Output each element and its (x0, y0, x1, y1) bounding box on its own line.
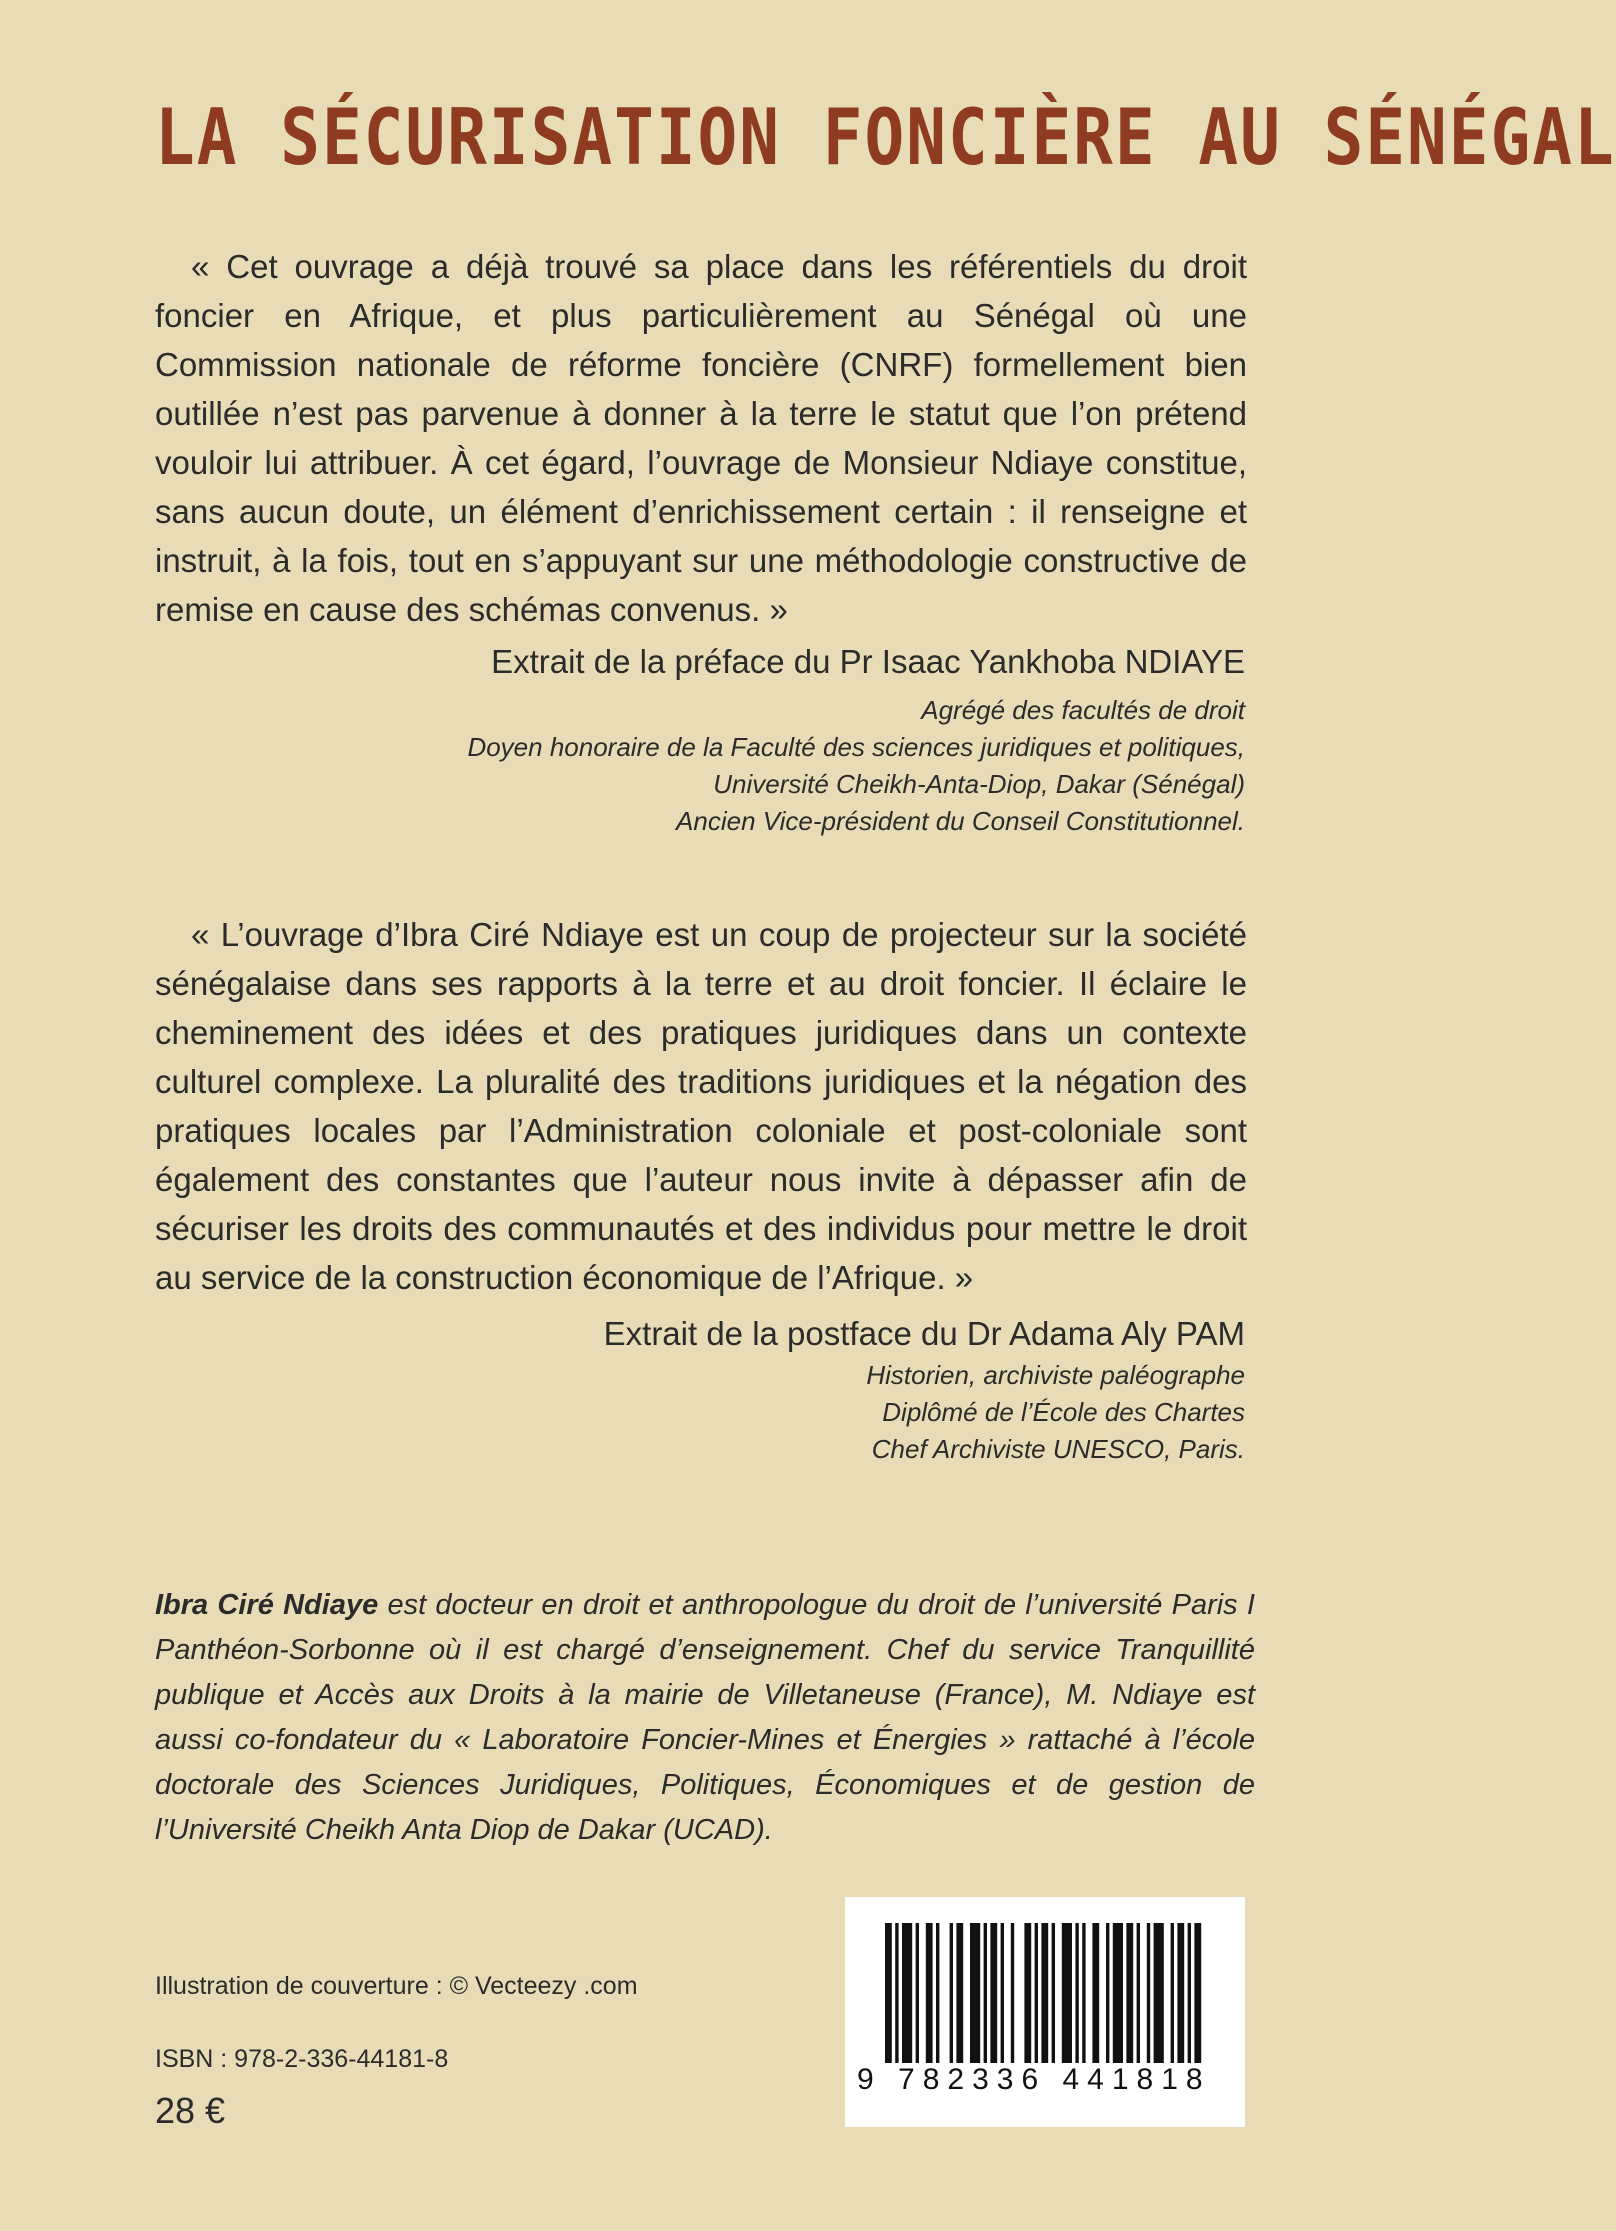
credential-line: Historien, archiviste paléographe (866, 1360, 1245, 1390)
barcode-bar (1052, 1923, 1055, 2063)
barcode-bar (950, 1923, 953, 2063)
barcode-bar (956, 1923, 963, 2063)
preface-attribution: Extrait de la préface du Pr Isaac Yankhoba NDIAYE (491, 643, 1245, 680)
barcode-bar (1082, 1923, 1085, 2063)
barcode-bar (916, 1923, 919, 2063)
book-title: LA SÉCURISATION FONCIÈRE AU SÉNÉGAL (155, 92, 1616, 183)
price: 28 € (155, 2090, 226, 2131)
barcode-digits: 9 782336 441818 (857, 2063, 1211, 2096)
barcode-bar (1188, 1923, 1191, 2063)
barcode-bar (990, 1923, 997, 2063)
postface-attribution: Extrait de la postface du Dr Adama Aly PAM (603, 1315, 1245, 1352)
preface-credentials (467, 692, 1245, 840)
barcode-bar (902, 1923, 912, 2063)
postface-quote: « L’ouvrage d’Ibra Ciré Ndiaye est un coup de projecteur sur la société sénégalaise dans ses rapports à la terre et au droit foncier. Il éclaire le cheminement des idées et des pratiques juridiques dans un contexte culturel complexe. La pluralité des traditions juridiques et la négation des pratiques locales par l’Administration coloniale et post-coloniale sont également des constantes que l’auteur nous invite à dépasser afin de sécuriser les droits des communautés et des individus pour mettre le droit au service de la construction économique de l’Afrique. » (155, 916, 1247, 1296)
barcode-bar (1154, 1923, 1164, 2063)
barcode-bar (885, 1923, 892, 2063)
barcode-bar (1075, 1923, 1078, 2063)
barcode-bar (1171, 1923, 1174, 2063)
credential-line: Chef Archiviste UNESCO, Paris. (871, 1434, 1245, 1464)
barcode-bar (1126, 1923, 1133, 2063)
barcode-bar (1062, 1923, 1072, 2063)
barcode-bar (1194, 1923, 1201, 2063)
barcode-bar (1024, 1923, 1031, 2063)
credential-line: Diplômé de l’École des Chartes (882, 1397, 1245, 1427)
barcode-bar (970, 1923, 980, 2063)
credential-line: Ancien Vice-président du Conseil Constitutionnel. (676, 806, 1245, 836)
barcode-bar (1177, 1923, 1184, 2063)
barcode-bar (1147, 1923, 1150, 2063)
author-bio (155, 1583, 1255, 1853)
illustration-credit: Illustration de couverture : © Vecteezy .com (155, 1972, 638, 2000)
barcode-bar (1001, 1923, 1004, 2063)
author-bio-text: est docteur en droit et anthropologue du droit de l’université Paris I Panthéon-Sorbonne où il est chargé d’enseignement. Chef du service Tranquillité publique et Accès aux Droits à la mairie de Villetaneuse (France), M. Ndiaye est aussi co-fondateur du « Laboratoire Foncier-Mines et Énergies » rattaché à l’école doctorale des Sciences Juridiques, Politiques, Économiques et de gestion de l’Université Cheikh Anta Diop de Dakar (UCAD). (155, 1589, 1255, 1846)
barcode-bar (1011, 1923, 1014, 2063)
credential-line: Université Cheikh-Anta-Diop, Dakar (Sénégal) (713, 769, 1245, 799)
barcode-bar (895, 1923, 898, 2063)
preface-quote: « Cet ouvrage a déjà trouvé sa place dans les référentiels du droit foncier en Afrique, et plus particulièrement au Sénégal où une Commission nationale de réforme foncière (CNRF) formellement bien outillée n’est pas parvenue à donner à la terre le statut que l’on prétend vouloir lui attribuer. À cet égard, l’ouvrage de Monsieur Ndiaye constitue, sans aucun doute, un élément d’enrichissement certain : il renseigne et instruit, à la fois, tout en s’appuyant sur une méthodologie constructive de remise en cause des schémas convenus. » (155, 248, 1247, 628)
barcode-bar (1092, 1923, 1099, 2063)
barcode-bar (936, 1923, 939, 2063)
author-name: Ibra Ciré Ndiaye (155, 1589, 379, 1621)
barcode-bar (1106, 1923, 1109, 2063)
barcode-bar (1137, 1923, 1140, 2063)
barcode-bar (1113, 1923, 1123, 2063)
barcode-bar (1035, 1923, 1038, 2063)
barcode-bar (984, 1923, 987, 2063)
barcode-bar (926, 1923, 933, 2063)
isbn: ISBN : 978-2-336-44181-8 (155, 2045, 449, 2073)
barcode-bar (1041, 1923, 1048, 2063)
barcode (845, 1897, 1245, 2127)
credential-line: Agrégé des facultés de droit (921, 695, 1245, 725)
credential-line: Doyen honoraire de la Faculté des sciences juridiques et politiques, (467, 732, 1245, 762)
postface-credentials (866, 1357, 1245, 1468)
